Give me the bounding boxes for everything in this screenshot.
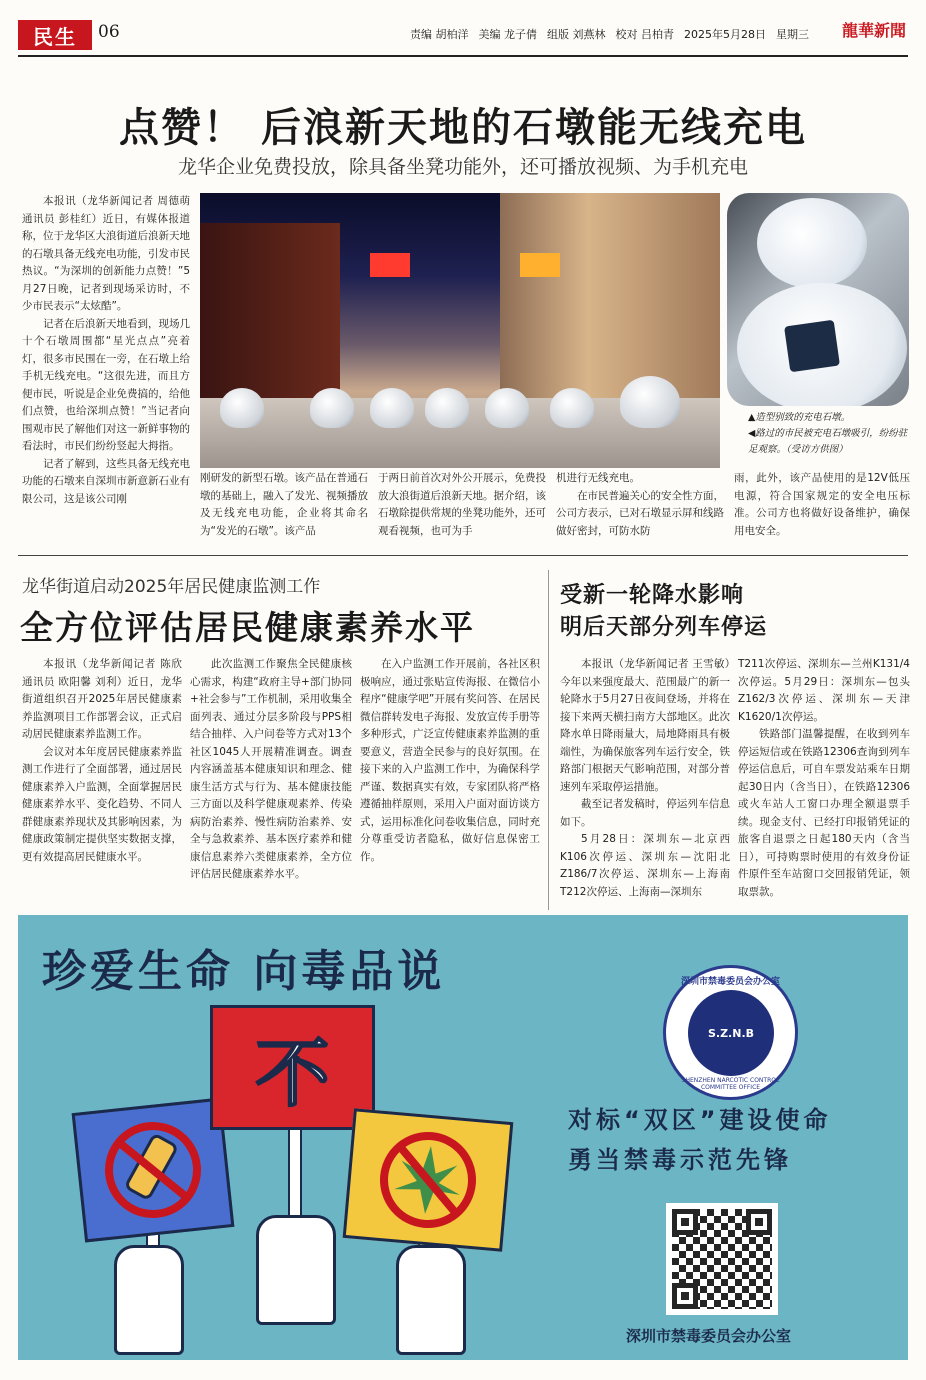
qr-pattern xyxy=(672,1209,772,1309)
photo-building-left xyxy=(200,223,340,413)
qr-code[interactable] xyxy=(666,1203,778,1315)
weekday: 星期三 xyxy=(776,28,809,41)
article2-column-2 xyxy=(190,656,352,884)
no-syringe-icon xyxy=(75,1101,231,1239)
anti-drug-advert xyxy=(18,915,908,1360)
photo-caption xyxy=(748,410,913,458)
inset-photo-charging-stool xyxy=(727,193,909,406)
photo-stone-stool xyxy=(485,388,529,428)
article2-headline: 全方位评估居民健康素养水平 xyxy=(20,608,475,647)
article1-column-2 xyxy=(200,470,368,540)
headline-line: 受新一轮降水影响 xyxy=(560,583,745,608)
say-no-sign xyxy=(210,1005,375,1130)
photo-neon-sign xyxy=(370,253,410,277)
article2-kicker: 龙华街道启动2025年居民健康监测工作 xyxy=(22,577,321,597)
paragraph: 截至记者发稿时，停运列车信息如下。 xyxy=(560,798,730,828)
credit-item: 校对 吕柏青 xyxy=(615,28,674,41)
header-rule xyxy=(18,55,908,57)
column-divider xyxy=(548,570,549,910)
paragraph: 5月28日：深圳东—北京西K106次停运、深圳东—沈阳北Z186/7次停运、深圳东—上海南T212次停运、上海南—深圳东 xyxy=(560,833,730,898)
advert-slogan-1: 对标“双区”建设使命 xyxy=(568,1106,832,1134)
paragraph: 于两日前首次对外公开展示，免费投放大浪街道后浪新天地。据介绍，该石墩除提供常规的坐凳功能外，还可观看视频，也可为手 xyxy=(378,472,546,537)
raised-hand xyxy=(396,1245,466,1355)
photo-building-right xyxy=(500,193,720,423)
paragraph: 记者了解到，这些具备无线充电功能的石墩来自深圳市新意新石业有限公司，这是该公司刚 xyxy=(22,457,190,505)
advert-organization: 深圳市禁毒委员会办公室 xyxy=(626,1327,792,1345)
inset-charging-screen xyxy=(784,320,840,373)
article1-column-4 xyxy=(556,470,724,540)
advert-slogan-2: 勇当禁毒示范先锋 xyxy=(568,1146,792,1174)
qr-finder xyxy=(672,1209,698,1235)
qr-finder xyxy=(746,1209,772,1235)
article3-column-2 xyxy=(738,656,910,901)
emblem-english-text: SHENZHEN NARCOTIC CONTROL COMMITTEE OFFICE xyxy=(681,1077,780,1091)
section-tag: 民生 xyxy=(18,20,92,50)
article1-column-5 xyxy=(734,470,910,540)
paragraph: 在入户监测工作开展前，各社区积极响应，通过张贴宣传海报、在微信小程序“健康学吧”开展有奖问答、在居民微信群转发电子海报、发放宣传手册等多种形式，广泛宣传健康素养监测的重要意义，营造全民参与的良好氛围。在接下来的入户监测工作中，为确保科学严谨、数据真实有效，专家团队将严格遵循抽样原则，采用入户面对面访谈方式，运用标准化问卷收集信息，同时充分尊重受访者隐私，做好信息保密工作。 xyxy=(360,658,540,863)
article2-column-1 xyxy=(22,656,182,866)
inset-stool-top xyxy=(757,198,867,288)
emblem-abbrev: S.Z.N.B xyxy=(707,1026,755,1040)
paragraph: 刚研发的新型石墩。该产品在普通石墩的基础上，融入了发光、视频播放及无线充电功能，企业将其命名为“发光的石墩”。该产品 xyxy=(200,472,368,537)
photo-stone-stool xyxy=(620,376,680,428)
editor-credits xyxy=(410,26,809,42)
caption-line: ◀路过的市民被充电石墩吸引，纷纷驻足观察。（受访方供图） xyxy=(748,428,908,455)
article3-column-1 xyxy=(560,656,730,901)
emblem-center xyxy=(688,990,774,1076)
paragraph: 本报讯（龙华新闻记者 周德萌 通讯员 彭桂红）近日，有媒体报道称，位于龙华区大浪街道后浪新天地的石墩具备无线充电功能，引发市民热议。“为深圳的创新能力点赞！”5月27日晚，记者到现场采访时，不少市民表示“太炫酷”。 xyxy=(22,195,190,312)
street-photo xyxy=(200,193,720,468)
section-divider xyxy=(18,555,908,556)
article2-column-3 xyxy=(360,656,540,866)
credit-item: 美编 龙子倩 xyxy=(478,28,537,41)
paragraph: 本报讯（龙华新闻记者 陈欣 通讯员 欧阳馨 刘利）近日，龙华街道组织召开2025年居民健康素养监测项目工作部署会议，正式启动居民健康素养监测工作。 xyxy=(22,658,182,740)
paragraph: 此次监测工作聚焦全民健康核心需求，构建“政府主导+部门协同+社会参与”工作机制，采用收集全面列表、通过分层多阶段与PPS相结合抽样、入户问卷等方式对13个社区1045人开展精准调查。调查内容涵盖基本健康知识和理念、健康生活方式与行为、基本健康技能三方面以及科学健康观素养、传染病防治素养、慢性病防治素养、安全与急救素养、基本医疗素养和健康信息素养六类健康素养，全方位评估居民健康素养水平。 xyxy=(190,658,352,880)
credit-item: 组版 刘燕林 xyxy=(547,28,606,41)
raised-hand xyxy=(114,1245,184,1355)
photo-stone-stool xyxy=(310,388,354,428)
raised-hand xyxy=(256,1215,336,1325)
article3-headline xyxy=(560,580,910,644)
paragraph: 记者在后浪新天地看到，现场几十个石墩周围都“星光点点”亮着灯，很多市民围在一旁，在石墩上给手机无线充电。“这很先进，而且方便市民，听说是企业免费搞的，给他们点赞，也给深圳点赞！”当记者向围观市民了解他们对这一新鲜事物的看法时，市民们纷纷竖起大拇指。 xyxy=(22,317,190,452)
article1-headline: 点赞！ 后浪新天地的石墩能无线充电 xyxy=(119,105,807,151)
paragraph: 在市民普遍关心的安全性方面，公司方表示，已对石墩显示屏和线路做好密封，可防水防 xyxy=(556,489,724,537)
article1-column-1 xyxy=(22,193,190,508)
emblem-org-text: 深圳市禁毒委员会办公室 xyxy=(680,977,780,987)
photo-stone-stool xyxy=(220,388,264,428)
photo-stone-stool xyxy=(550,388,594,428)
narcotic-control-emblem xyxy=(663,965,798,1100)
article1-subheadline: 龙华企业免费投放，除具备坐凳功能外，还可播放视频、为手机充电 xyxy=(177,156,748,178)
paragraph: 会议对本年度居民健康素养监测工作进行了全面部署，通过居民健康素养入户监测，全面掌握居民健康素养水平、变化趋势、不同人群健康素养现状及其影响因素，为健康政策制定提供坚实数据支撑，更有效提高居民健康水平。 xyxy=(22,745,182,863)
no-cannabis-sign xyxy=(343,1108,514,1251)
no-cannabis-icon xyxy=(346,1112,510,1249)
paragraph: 机进行无线充电。 xyxy=(556,472,640,484)
photo-neon-sign xyxy=(520,253,560,277)
credit-item: 责编 胡柏洋 xyxy=(410,28,469,41)
paragraph: 雨，此外，该产品使用的是12V低压电源，符合国家规定的安全电压标准。公司方也将做好设备维护，确保用电安全。 xyxy=(734,472,910,537)
paragraph: 本报讯（龙华新闻记者 王雪敏）今年以来强度最大、范围最广的新一轮降水于5月27日夜间登场，并将在接下来两天横扫南方大部地区。此次降水单日降雨量大，局地降雨具有极端性，为确保旅客列车运行安全，铁路部门根据天气影响范围，对部分普速列车采取停运措施。 xyxy=(560,658,730,793)
page-number: 06 xyxy=(98,22,120,42)
photo-stone-stool xyxy=(370,388,414,428)
advert-headline: 珍爱生命 向毒品说 xyxy=(42,946,446,997)
issue-date: 2025年5月28日 xyxy=(684,28,766,41)
paragraph: T211次停运、深圳东—兰州K131/4次停运。5月29日：深圳东—包头Z162/3次停运、深圳东—天津K1620/1次停运。 xyxy=(738,658,910,723)
qr-finder xyxy=(672,1283,698,1309)
photo-stone-stool xyxy=(425,388,469,428)
newspaper-masthead: 龍華新聞 xyxy=(841,21,906,40)
paragraph: 铁路部门温馨提醒，在收到列车停运短信或在铁路12306查询到列车停运信息后，可自车票发站乘车日期起30日内（含当日），在铁路12306或火车站人工窗口办理全额退票手续。现金支付、已经打印报销凭证的旅客自退票之日起180天内（含当日），可持购票时使用的有效身份证件原件至车站窗口交回报销凭证，领取票款。 xyxy=(738,728,910,898)
article1-column-3 xyxy=(378,470,546,540)
sign-character: 不 xyxy=(255,1030,330,1117)
caption-line: ▲造型别致的充电石墩。 xyxy=(748,412,851,423)
headline-line: 明后天部分列车停运 xyxy=(560,615,768,640)
